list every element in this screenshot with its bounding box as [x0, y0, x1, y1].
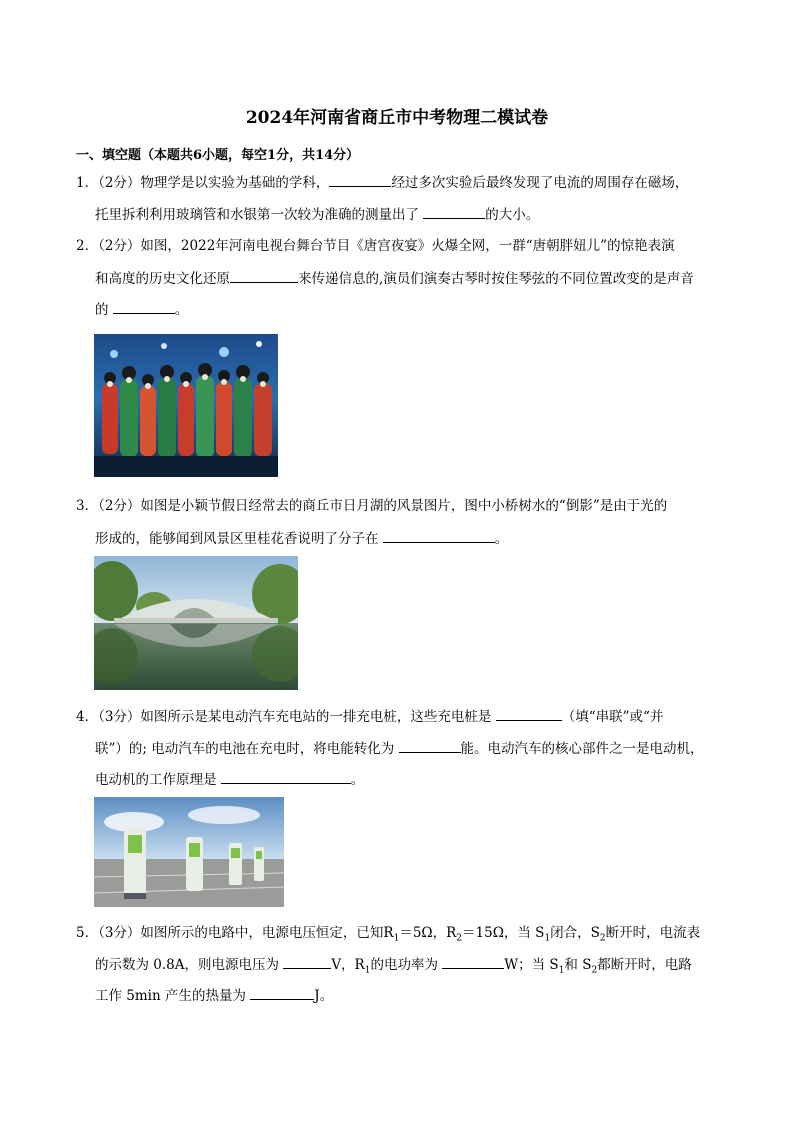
answer-blank[interactable] [283, 954, 331, 969]
q3-line1: 3．（2分）如图是小颖节假日经常去的商丘市日月湖的风景图片，图中小桥树水的“倒影”是由于光的 [76, 498, 668, 514]
exam-title: 2024年河南省商丘市中考物理二模试卷 [245, 108, 549, 128]
section-heading: 一、填空题（本题共6小题，每空1分，共14分） [76, 148, 360, 163]
answer-blank[interactable] [230, 268, 298, 283]
answer-blank[interactable] [250, 985, 314, 1000]
answer-blank[interactable] [496, 706, 562, 721]
q5-line1: 5．（3分）如图所示的电路中，电源电压恒定，已知$R_1=5\Omega$，$R_2=15\Omega$，当 $S_1$闭合，$S_2$断开时，电流表 [76, 925, 701, 944]
q4-line2: 联”）的; 电动汽车的电池在充电时，将电能转化为 能。电动汽车的核心部件之一是电动机， [95, 738, 704, 759]
answer-blank[interactable] [423, 204, 485, 219]
answer-blank[interactable] [221, 769, 351, 784]
answer-blank[interactable] [329, 172, 391, 187]
answer-blank[interactable] [399, 738, 461, 753]
q1-line2: 托里拆利利用玻璃管和水银第一次较为准确的测量出了 的大小。 [95, 204, 539, 225]
q5-line2: 的示数为 0.8A，则电源电压为 V，$R_1$的电功率为 W；当 $S_1$和 $S_2$都断开时，电路 [95, 954, 692, 981]
bridge-lake-image [94, 556, 298, 690]
answer-blank[interactable] [383, 528, 495, 543]
q2-line1: 2．（2分）如图，2022年河南电视台舞台节目《唐宫夜宴》火爆全网，一群“唐朝胖妞儿”的惊艳表演 [76, 238, 675, 254]
answer-blank[interactable] [113, 299, 175, 314]
charging-station-image [94, 797, 284, 907]
q4-line3: 电动机的工作原理是 。 [95, 769, 364, 790]
q3-line2: 形成的，能够闻到风景区里桂花香说明了分子在 。 [95, 528, 508, 549]
stage-performance-image [94, 334, 278, 477]
q4-line1: 4．（3分）如图所示是某电动汽车充电站的一排充电桩，这些充电桩是 （填“串联”或“并 [76, 706, 663, 727]
q2-line2: 和高度的历史文化还原 来传递信息的,演员们演奏古琴时按住琴弦的不同位置改变的是声音 [95, 268, 694, 289]
answer-blank[interactable] [442, 954, 504, 969]
q5-line3: 工作 5min 产生的热量为 J。 [95, 985, 333, 1006]
q2-line3: 的 。 [95, 299, 188, 320]
q1-line1: 1．（2分）物理学是以实验为基础的学科， 经过多次实验后最终发现了电流的周围存在磁场， [76, 172, 688, 193]
